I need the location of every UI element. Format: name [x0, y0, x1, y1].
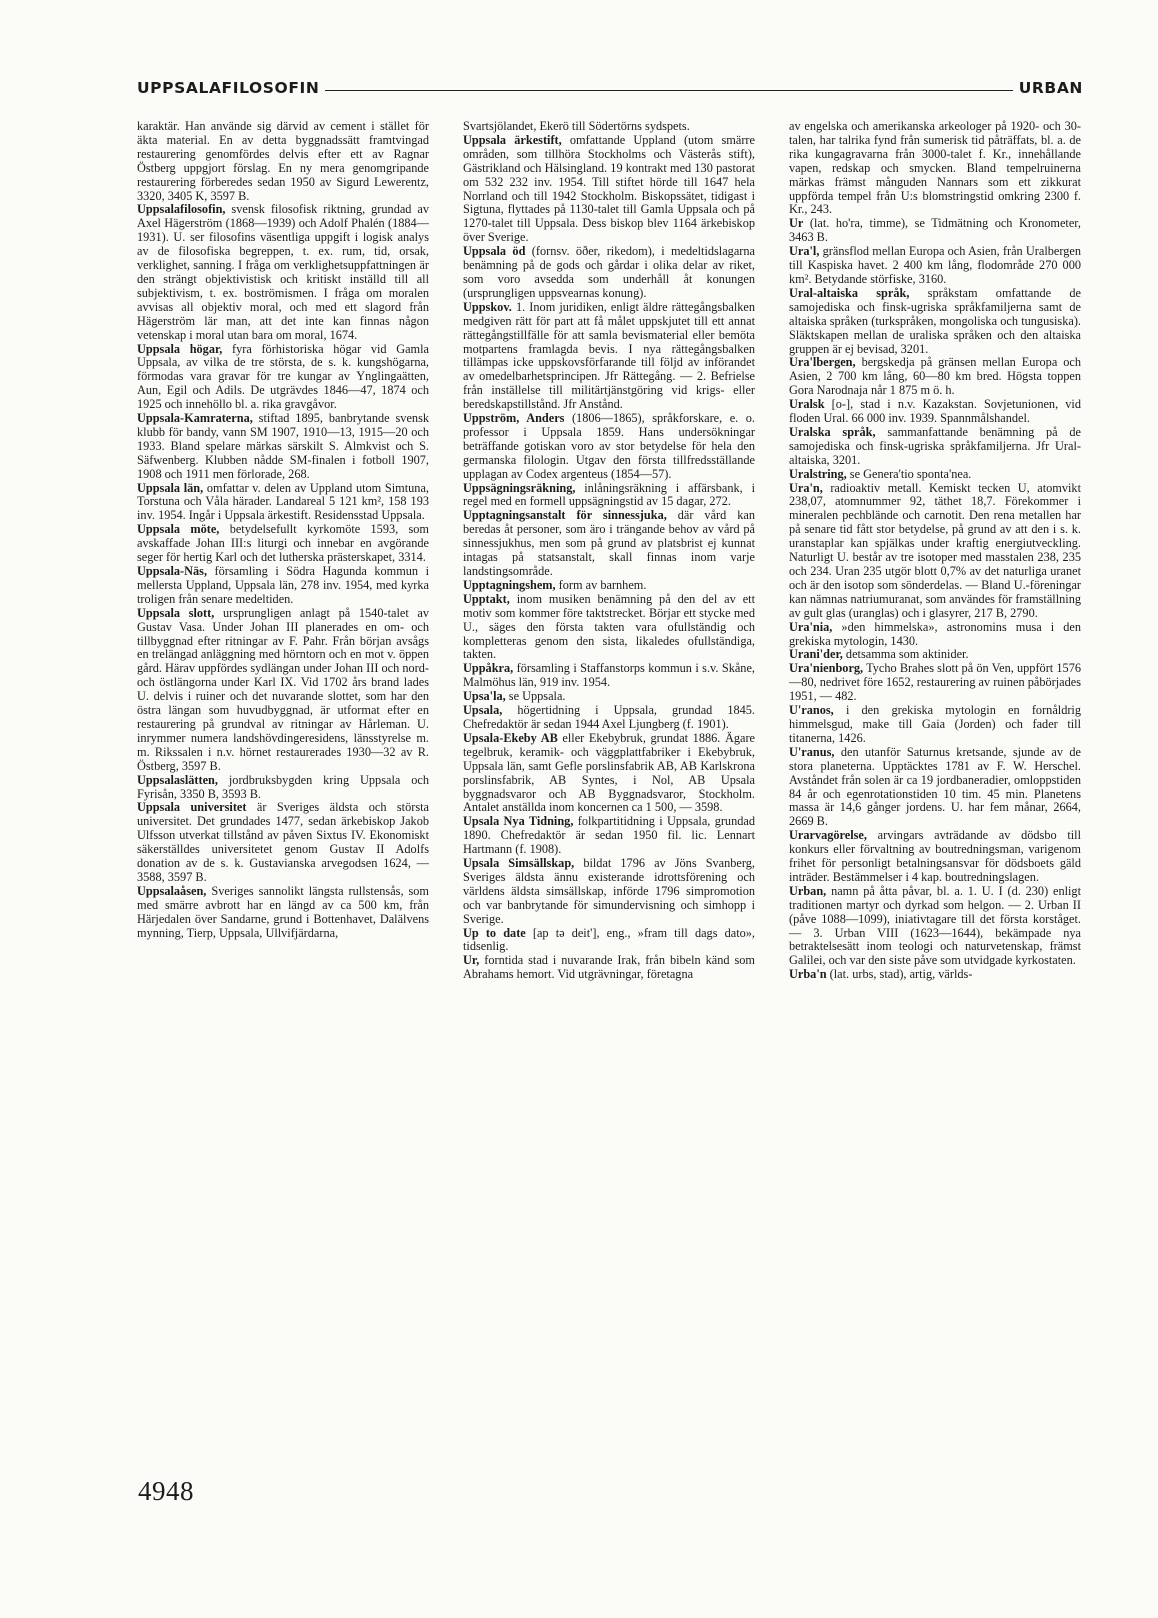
- dictionary-entry: [463, 662, 755, 690]
- entry-text: stiftad 1895, banbrytande svensk klubb för bandy, vann SM 1907, 1910—13, 1915—20 och 1933. Bland spelare märkas särskilt S. Almkvist och S. Säfwenberg. Klubben nådde SM-finalen i fotboll 1907, 1908 och 1911 men förlorade, 268.: [137, 411, 429, 481]
- dictionary-entry: [789, 662, 1081, 704]
- dictionary-entry: [789, 968, 1081, 982]
- entry-headword: Uppsalafilosofin,: [137, 202, 226, 217]
- entry-headword: Upsala Nya Tidning,: [463, 814, 574, 829]
- dictionary-entry: [137, 343, 429, 413]
- entry-headword: U'ranos,: [789, 703, 834, 718]
- dictionary-entry: [789, 217, 1081, 245]
- dictionary-entry: [463, 245, 755, 301]
- dictionary-entry: [463, 482, 755, 510]
- entry-headword: Uppström, Anders: [463, 411, 565, 426]
- entry-headword: Uralstring,: [789, 466, 847, 481]
- entry-text: (lat. urbs, stad), artig, världs-: [826, 967, 973, 982]
- entry-headword: Upsa'la,: [463, 689, 506, 704]
- entry-text: där vård kan beredas åt personer, som äro i trängande behov av vård på sinnessjukhus, men som på grund av platsbrist ej kunnat intagas på statsanstalt, skall finnas inom varje landstingsområde.: [463, 508, 755, 578]
- dictionary-entry: [789, 885, 1081, 968]
- entry-text: »den himmelska», astronomins musa i den grekiska mytologin, 1430.: [789, 619, 1081, 648]
- entry-text: den utanför Saturnus kretsande, sjunde av de stora planeterna. Upptäcktes 1781 av F. W. Herschel. Avståndet från solen är ca 19 jordbaneradier, omloppstiden 84 år och egenrotationstiden 10 tim. 45 min. Planetens massa är 14,6 gånger jordens. U. har fem månar, 2664, 2669 B.: [789, 744, 1081, 829]
- dictionary-entry: [789, 468, 1081, 482]
- dictionary-entry: [137, 203, 429, 342]
- dictionary-entry: [789, 648, 1081, 662]
- entry-headword: Upsala,: [463, 703, 503, 718]
- dictionary-entry: [137, 120, 429, 203]
- entry-headword: Uppsala-Näs,: [137, 564, 208, 578]
- entry-headword: Uppsalaåsen,: [137, 883, 207, 898]
- entry-text: är Sveriges äldsta och största universitet. Det grundades 1477, sedan ärkebiskop Jakob Ulfsson utverkat tillstånd av påven Sixtus IV. Ekonomiskt säkerställdes universitetet genom Gustav II Adolfs donation av de s. k. Gustavianska arvegodsen 1624, — 3588, 3597 B.: [137, 800, 429, 884]
- entry-text: (fornsv. öðer, rikedom), i medeltidslagarna benämning på de gods och gårdar i olika delar av riket, som voro avsedda som underhåll åt konungen (ursprungligen uppsvearnas konung).: [463, 244, 755, 300]
- entry-text: se Genera'tio sponta'nea.: [846, 466, 972, 481]
- entry-text: Sveriges sannolikt längsta rullstensås, som med smärre avbrott har en längd av ca 500 km, från Härjedalen över Sandarne, grund i Bottenhavet, Dalälvens mynning, Tierp, Uppsala, Ullvifjärdarna,: [137, 883, 429, 940]
- entry-text: [ap tə deit'], eng., »fram till dags dato», tidsenlig.: [463, 925, 755, 954]
- entry-headword: Uppskov.: [463, 299, 512, 314]
- entry-headword: Ural-altaiska språk,: [789, 285, 910, 300]
- dictionary-entry: [463, 690, 755, 704]
- dictionary-entry: [137, 412, 429, 482]
- entry-headword: Uppsägningsräkning,: [463, 480, 576, 495]
- entry-headword: Upptagningshem,: [463, 577, 556, 592]
- dictionary-entry: [463, 927, 755, 955]
- entry-headword: Uppsala öd: [463, 244, 526, 259]
- entry-headword: Uppsala län,: [137, 480, 204, 495]
- entry-text: Tycho Brahes slott på ön Ven, uppfört 1576—80, nedrivet före 1652, restaurering av ruinen påbörjades 1951, — 482.: [789, 661, 1081, 704]
- entry-headword: Urarvagörelse,: [789, 828, 867, 843]
- dictionary-entry: [789, 398, 1081, 426]
- entry-headword: Upptagningsanstalt för sinnessjuka,: [463, 508, 667, 523]
- entry-text: folkpartitidning i Uppsala, grundad 1890. Chefredaktör är sedan 1950 fil. lic. Lennart Hartmann (f. 1908).: [463, 814, 755, 857]
- entry-text: inlåningsräkning i affärsbank, i regel med en formell uppsägningstid av 15 dagar, 272.: [463, 480, 755, 509]
- dictionary-entry: [789, 356, 1081, 398]
- dictionary-entry: [463, 412, 755, 482]
- entry-text: inom musiken benämning på den del av ett motiv som kommer före taktstrecket. Börjar ett stycke med U., säges den första takten vara ofullständig och kompletteras genom den sista, likaledes ofullständiga, takten.: [463, 591, 755, 662]
- dictionary-entry: [137, 607, 429, 774]
- entry-headword: Uppsala slott,: [137, 605, 215, 620]
- entry-headword: Uppåkra,: [463, 661, 514, 676]
- dictionary-entry: [137, 774, 429, 802]
- entry-text: språkstam omfattande de samojediska och finsk-ugriska språkfamiljerna samt de altaiska språken (turkspråken, mongoliska och tungusiska). Släktskapen mellan de uraliska språken och den altaiska gruppen är ej bevisad, 3201.: [789, 285, 1081, 356]
- dictionary-entry: [789, 704, 1081, 746]
- entry-headword: Upptakt,: [463, 591, 510, 606]
- entry-headword: Uppsala ärkestift,: [463, 132, 562, 147]
- dictionary-entry: [463, 857, 755, 927]
- dictionary-entry: [463, 509, 755, 579]
- entry-text: form av barnhem.: [555, 577, 647, 592]
- dictionary-entry: [789, 829, 1081, 885]
- dictionary-entry: [463, 593, 755, 663]
- dictionary-entry: [789, 426, 1081, 468]
- entry-headword: Uppsalaslätten,: [137, 772, 218, 787]
- entry-text: detsamma som aktinider.: [842, 647, 969, 662]
- entry-headword: Uppsala högar,: [137, 341, 223, 356]
- entry-text: forntida stad i nuvarande Irak, från bibeln känd som Abrahams hemort. Vid utgrävningar, företagna: [463, 953, 755, 982]
- dictionary-entry: [789, 120, 1081, 217]
- entry-headword: Urba'n: [789, 967, 827, 982]
- entry-text: församling i Södra Hagunda kommun i mellersta Uppland, Uppsala län, 278 inv. 1954, med kyrka troligen från senare medeltiden.: [137, 564, 429, 606]
- entry-headword: Ur: [789, 216, 804, 231]
- entry-text: församling i Staffanstorps kommun i s.v. Skåne, Malmöhus län, 919 inv. 1954.: [463, 661, 755, 690]
- entry-text: i den grekiska mytologin en fornåldrig himmelsgud, make till Gaia (Jorden) och fader till titanerna, 1426.: [789, 703, 1081, 745]
- dictionary-entry: [137, 801, 429, 884]
- dictionary-entry: [463, 732, 755, 815]
- entry-headword: Uralsk: [789, 397, 825, 412]
- entry-text: fyra förhistoriska högar vid Gamla Uppsala, av vilka de tre största, de s. k. kungshögarna, förmodas vara gravar för tre kungar av Ynglingaätten, Aun, Egil och Adils. De utgrävdes 1846—47, 1874 och 1925 och innehöllo bl. a. rika gravgåvor.: [137, 341, 429, 412]
- entry-text: se Uppsala.: [505, 689, 566, 704]
- header-rule: [325, 90, 1012, 91]
- column-2: [463, 120, 755, 1480]
- dictionary-entry: [463, 134, 755, 245]
- dictionary-entry: [137, 885, 429, 941]
- dictionary-entry: [463, 120, 755, 134]
- entry-headword: Uralska språk,: [789, 424, 876, 439]
- dictionary-entry: [789, 287, 1081, 357]
- entry-text: namn på åtta påvar, bl. a. 1. U. I (d. 230) enligt traditionen martyr och dyrkad som helgon. — 2. Urban II (påve 1088—1099), iniativtagare till det första korståget. — 3. Urban VIII (1623—1644), bekämpade nya betraktelsesätt inom teologi och naturvetenskap, främst Galilei, och var den siste påve som utvidgade kyrkostaten.: [789, 883, 1081, 968]
- entry-text: omfattande Uppland (utom smärre områden, som tillhöra Stockholms och Västerås stift), Gästrikland och Hälsingland. 19 kontrakt med 130 pastorat om 532 232 inv. 1954. Till stiftet hörde till 1647 hela Norrland och till 1942 Stockholm. Biskopssätet, tidigast i Sigtuna, flyttades på 1130-talet till Gamla Uppsala och på 1270-talet till Uppsala. Dess biskop blev 1164 ärkebiskop över Sverige.: [463, 132, 755, 245]
- dictionary-entry: [789, 746, 1081, 829]
- entry-headword: Upsala-Ekeby AB: [463, 730, 558, 745]
- entry-text: betydelsefullt kyrkomöte 1593, som avskaffade Johan III:s liturgi och innebar en avgörande seger för hertig Karl och det lutherska prästerskapet, 3314.: [137, 522, 429, 565]
- entry-headword: Ur,: [463, 953, 480, 968]
- dictionary-entry: [463, 704, 755, 732]
- dictionary-entry: [137, 565, 429, 607]
- header-right-title: URBAN: [1018, 79, 1083, 97]
- entry-text: omfattar v. delen av Uppland utom Simtuna, Torstuna och Våla härader. Landareal 5 121 km², 158 193 inv. 1954. Ingår i Uppsala ärkestift. Residensstad Uppsala.: [137, 480, 429, 523]
- header-left-title: UPPSALAFILOSOFIN: [137, 79, 320, 97]
- entry-text: sammanfattande benämning på de samojediska och finsk-ugriska språkfamiljerna. Jfr Ural-altaiska, 3201.: [789, 424, 1081, 467]
- entry-text: (1806—1865), språkforskare, e. o. professor i Uppsala 1859. Hans undersökningar beträffande gotiskan voro av stor betydelse för hela den germanska filologin. Utgav den första tillfredsställande upplagan av Codex argenteus (1854—57).: [463, 411, 755, 481]
- entry-text: radioaktiv metall. Kemiskt tecken U, atomvikt 238,07, atomnummer 92, täthet 18,7. Förekommer i mineralen pechblände och carnotit. Den rena metallen har på senare tid fått stor betydelse, på grund av att den i s. k. uranstaplar kan spjälkas under kraftig energiutveckling. Naturligt U. består av tre isotoper med masstalen 238, 235 och 234. Uran 235 utgör blott 0,7% av det naturliga uranet och är den isotop som sönderdelas. — Bland U.-föreningar kan nämnas natriumuranat, som användes för framställning av gult glas (uranglas) och i glasyrer, 217 B, 2790.: [789, 480, 1081, 620]
- column-1: [137, 120, 429, 1480]
- entry-headword: Ura'lbergen,: [789, 355, 856, 370]
- entry-text: eller Ekebybruk, grundat 1886. Ägare tegelbruk, keramik- och väggplattfabriker i Ekebybruk, Uppsala län, samt Gefle porslinsfabrik AB, AB Karlskrona porslinsfabrik, AB Syntes, i Nol, AB Upsala byggnadsvaror och AB Byggnadsvaror, Stockholm. Antalet anställda inom koncernen ca 1 500, — 3598.: [463, 730, 755, 815]
- entry-text: karaktär. Han använde sig därvid av cement i stället för äkta material. En av detta byggnadssätt framtvingad restaurering genomfördes delvis efter ett av Ragnar Östberg uppgjort förslag. En ny mera genomgripande restaurering förberedes sedan 1950 av Sigurd Lewerentz, 3320, 3405 K, 3597 B.: [137, 120, 429, 203]
- entry-headword: Ura'n,: [789, 480, 823, 495]
- entry-headword: Uppsala universitet: [137, 800, 247, 815]
- dictionary-entry: [789, 245, 1081, 287]
- entry-text: av engelska och amerikanska arkeologer på 1920- och 30-talen, har talrika fynd från sumerisk tid påträffats, bl. a. de rika kungagravarna från 3000-talet f. Kr., innehållande vapen, redskap och smycken. Bland tempelruinerna märkas främst månguden Nannars som ett zikkurat uppförda tempel från U:s blomstringstid omkring 2300 f. Kr., 243.: [789, 120, 1081, 217]
- dictionary-entry: [789, 621, 1081, 649]
- entry-text: 1. Inom juridiken, enligt äldre rättegångsbalken medgiven rätt för part att få målet uppskjutet till ett annat rättegångstillfälle för att samla bevismaterial eller bemöta motpartens framlagda bevis. I nya rättegångsbalken tillämpas icke uppskovsförfarande till följd av införandet av omedelbarhetsprincipen. Jfr Rättegång. — 2. Befrielse från inställelse till militärtjänstgöring vid krigs- eller beredskapstillstånd. Jfr Anstånd.: [463, 299, 755, 412]
- dictionary-entry: [463, 815, 755, 857]
- entry-text: svensk filosofisk riktning, grundad av Axel Hägerström (1868—1939) och Adolf Phalén (1884—1931). U. ser filosofins väsentliga uppgift i logisk analys av de filosofiska begreppen, t. ex. rum, tid, orsak, verklighet, sanning. I fråga om verklighetsuppfattningen är den strängt objektivistisk och kritiskt inställd till all subjektivism, t. ex. boströmismen. I fråga om moralen avvisas all objektiv moral, och med ett slagord från Hägerström lär man, att det inte kan finnas någon vetenskap i moral utan bara om moral, 1674.: [137, 202, 429, 342]
- entry-text: ursprungligen anlagt på 1540-talet av Gustav Vasa. Under Johan III planerades en om- och tillbyggnad efter ritningar av F. Pahr. Från början avsågs en trelängad anläggning med hörntorn och en mot v. öppen gård. Härav uppfördes sydlängan under Johan III och nord- och östlängorna under Karl IX. Vid 1702 års brand lades U. delvis i ruiner och det nuvarande slottet, som har den östra längan som huvudbyggnad, är utformat efter en restaurering på grundval av ritningar av Hårleman. U. inrymmer numera landshövdingeresidens, länsstyrelse m. m. Rikssalen i n.v. hörnet restaurerades 1930—32 av R. Östberg, 3597 B.: [137, 605, 429, 773]
- entry-text: bildat 1796 av Jöns Svanberg, Sveriges äldsta ännu existerande idrottsförening och världens äldsta simsällskap, införde 1796 simpromotion och var banbrytande för simundervisning och simhopp i Sverige.: [463, 856, 755, 926]
- dictionary-entry: [463, 579, 755, 593]
- entry-headword: Urani'der,: [789, 647, 843, 662]
- entry-text: jordbruksbygden kring Uppsala och Fyrisån, 3350 B, 3593 B.: [137, 772, 429, 801]
- entry-headword: Ura'l,: [789, 244, 820, 259]
- entry-headword: U'ranus,: [789, 744, 835, 759]
- dictionary-entry: [137, 523, 429, 565]
- entry-text: [o-], stad i n.v. Kazakstan. Sovjetunionen, vid floden Ural. 66 000 inv. 1939. Spannmålshandel.: [789, 397, 1081, 426]
- entry-text: arvingars avträdande av dödsbo till konkurs eller förvaltning av boutredningsman, varigenom frihet för personligt betalningsansvar för dödsboets gäld inträder. Bestämmelser i 4 kap. boutredningslagen.: [789, 828, 1081, 884]
- entry-text: (lat. ho'ra, timme), se Tidmätning och Kronometer, 3463 B.: [789, 216, 1081, 245]
- entry-text: högertidning i Uppsala, grundad 1845. Chefredaktör är sedan 1944 Axel Ljungberg (f. 1901).: [463, 703, 755, 731]
- dictionary-entry: [789, 482, 1081, 621]
- entry-text: bergskedja på gränsen mellan Europa och Asien, 2 700 km lång, 60—80 km bred. Högsta toppen Gora Narodnaja når 1 875 m ö. h.: [789, 355, 1081, 398]
- dictionary-entry: [137, 482, 429, 524]
- text-columns: [137, 120, 1083, 1480]
- entry-headword: Uppsala-Kamraterna,: [137, 411, 253, 426]
- entry-text: Svartsjölandet, Ekerö till Södertörns sydspets.: [463, 120, 690, 133]
- entry-headword: Ura'nienborg,: [789, 661, 864, 676]
- entry-text: gränsflod mellan Europa och Asien, från Uralbergen till Kaspiska havet. 2 400 km lång, flodområde 270 000 km². Betydande störfiske, 3160.: [789, 244, 1081, 286]
- page-number: 4948: [138, 1476, 194, 1506]
- column-3: [789, 120, 1081, 1480]
- entry-headword: Uppsala möte,: [137, 522, 220, 537]
- entry-headword: Upsala Simsällskap,: [463, 856, 575, 871]
- dictionary-entry: [463, 301, 755, 412]
- dictionary-entry: [463, 954, 755, 982]
- running-header: [137, 76, 1083, 100]
- entry-headword: Urban,: [789, 883, 827, 898]
- entry-headword: Up to date: [463, 925, 526, 940]
- entry-headword: Ura'nia,: [789, 619, 833, 634]
